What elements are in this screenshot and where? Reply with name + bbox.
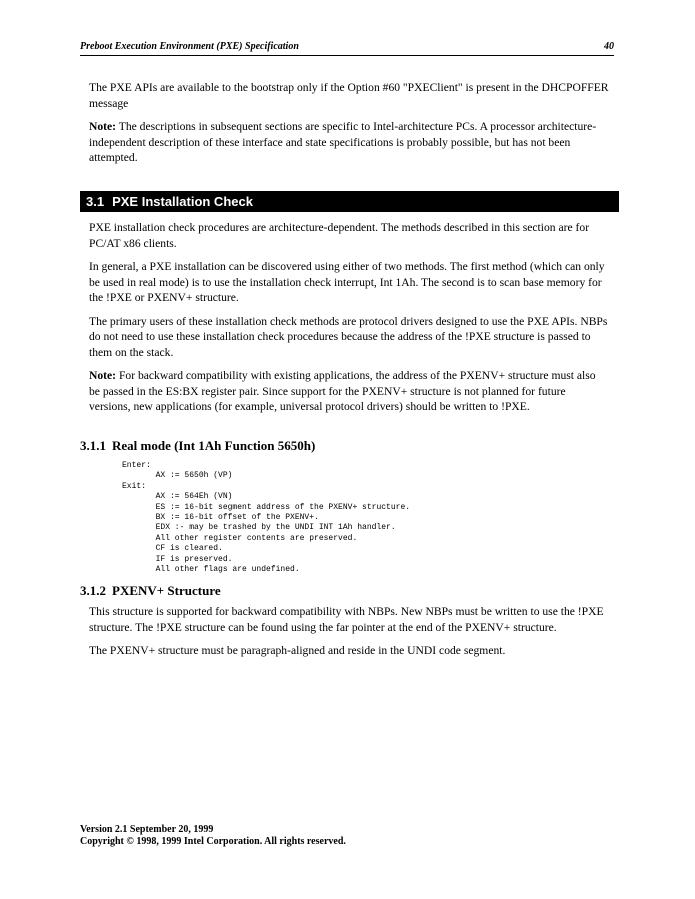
note-text: The descriptions in subsequent sections are specific to Intel-architecture PCs. A processor architecture-independent description of these interface and state specifications is probably possible, but has not been attempted.: [89, 120, 597, 164]
subsection-paragraph-2: The PXENV+ structure must be paragraph-aligned and reside in the UNDI code segment.: [89, 644, 506, 657]
note-label: Note:: [89, 120, 117, 133]
register-code-block: Enter: AX := 5650h (VP) Exit: AX := 564Eh (VN) ES := 16-bit segment address of the PXENV+ structure. BX := 16-bit offset of the PXENV+. EDX :- may be trashed by the UNDI INT 1Ah handler. All other register contents are preserved. CF is cleared. IF is preserved. All other flags are undefined.: [122, 461, 411, 575]
section-paragraph-3: The primary users of these installation check methods are protocol drivers designed to use the PXE APIs. NBPs do not need to use these installation check procedures because the address of the !PXE structure is passed to them on the stack.: [89, 314, 608, 359]
intro-paragraph: The PXE APIs are available to the bootstrap only if the Option #60 "PXEClient" is present in the DHCPOFFER message: [89, 81, 609, 110]
intro-block: [89, 80, 609, 174]
note-label: Note:: [89, 369, 117, 382]
footer-version: Version 2.1 September 20, 1999: [80, 824, 214, 835]
section-number: 3.1: [86, 194, 105, 209]
section-title: PXE Installation Check: [112, 194, 253, 209]
subsection-number: 3.1.1: [80, 438, 106, 453]
section-note: [89, 368, 609, 415]
subsection-title: PXENV+ Structure: [112, 583, 221, 598]
subsection-title: Real mode (Int 1Ah Function 5650h): [112, 438, 316, 453]
section-body: [89, 220, 609, 423]
subsection-body: [89, 604, 609, 667]
section-paragraph-2: In general, a PXE installation can be discovered using either of two methods. The first method (which can only be used in real mode) is to use the installation check interrupt, Int 1Ah. The second is to scan base memory for the !PXE or PXENV+ structure.: [89, 260, 605, 304]
section-paragraph-1: PXE installation check procedures are architecture-dependent. The methods described in this section are for PC/AT x86 clients.: [89, 221, 590, 250]
header-title: Preboot Execution Environment (PXE) Specification: [80, 41, 299, 52]
subsection-heading-pxenv: [80, 583, 221, 599]
subsection-paragraph-1: This structure is supported for backward compatibility with NBPs. New NBPs must be written to use the !PXE structure. The !PXE structure can be found using the far pointer at the end of the PXENV+ structure.: [89, 605, 604, 634]
subsection-heading-real-mode: [80, 438, 315, 454]
footer-copyright: Copyright © 1998, 1999 Intel Corporation. All rights reserved.: [80, 836, 346, 847]
section-heading: [80, 191, 619, 212]
page-header: [80, 41, 614, 56]
page-number: 40: [604, 41, 614, 52]
subsection-number: 3.1.2: [80, 583, 106, 598]
intro-note: [89, 119, 609, 166]
note-text: For backward compatibility with existing applications, the address of the PXENV+ structure must also be passed in the ES:BX register pair. Since support for the PXENV+ structure is not planned for future versions, new applications (for example, universal protocol drivers) should be written to !PXE.: [89, 369, 596, 413]
page-footer: [80, 824, 346, 848]
